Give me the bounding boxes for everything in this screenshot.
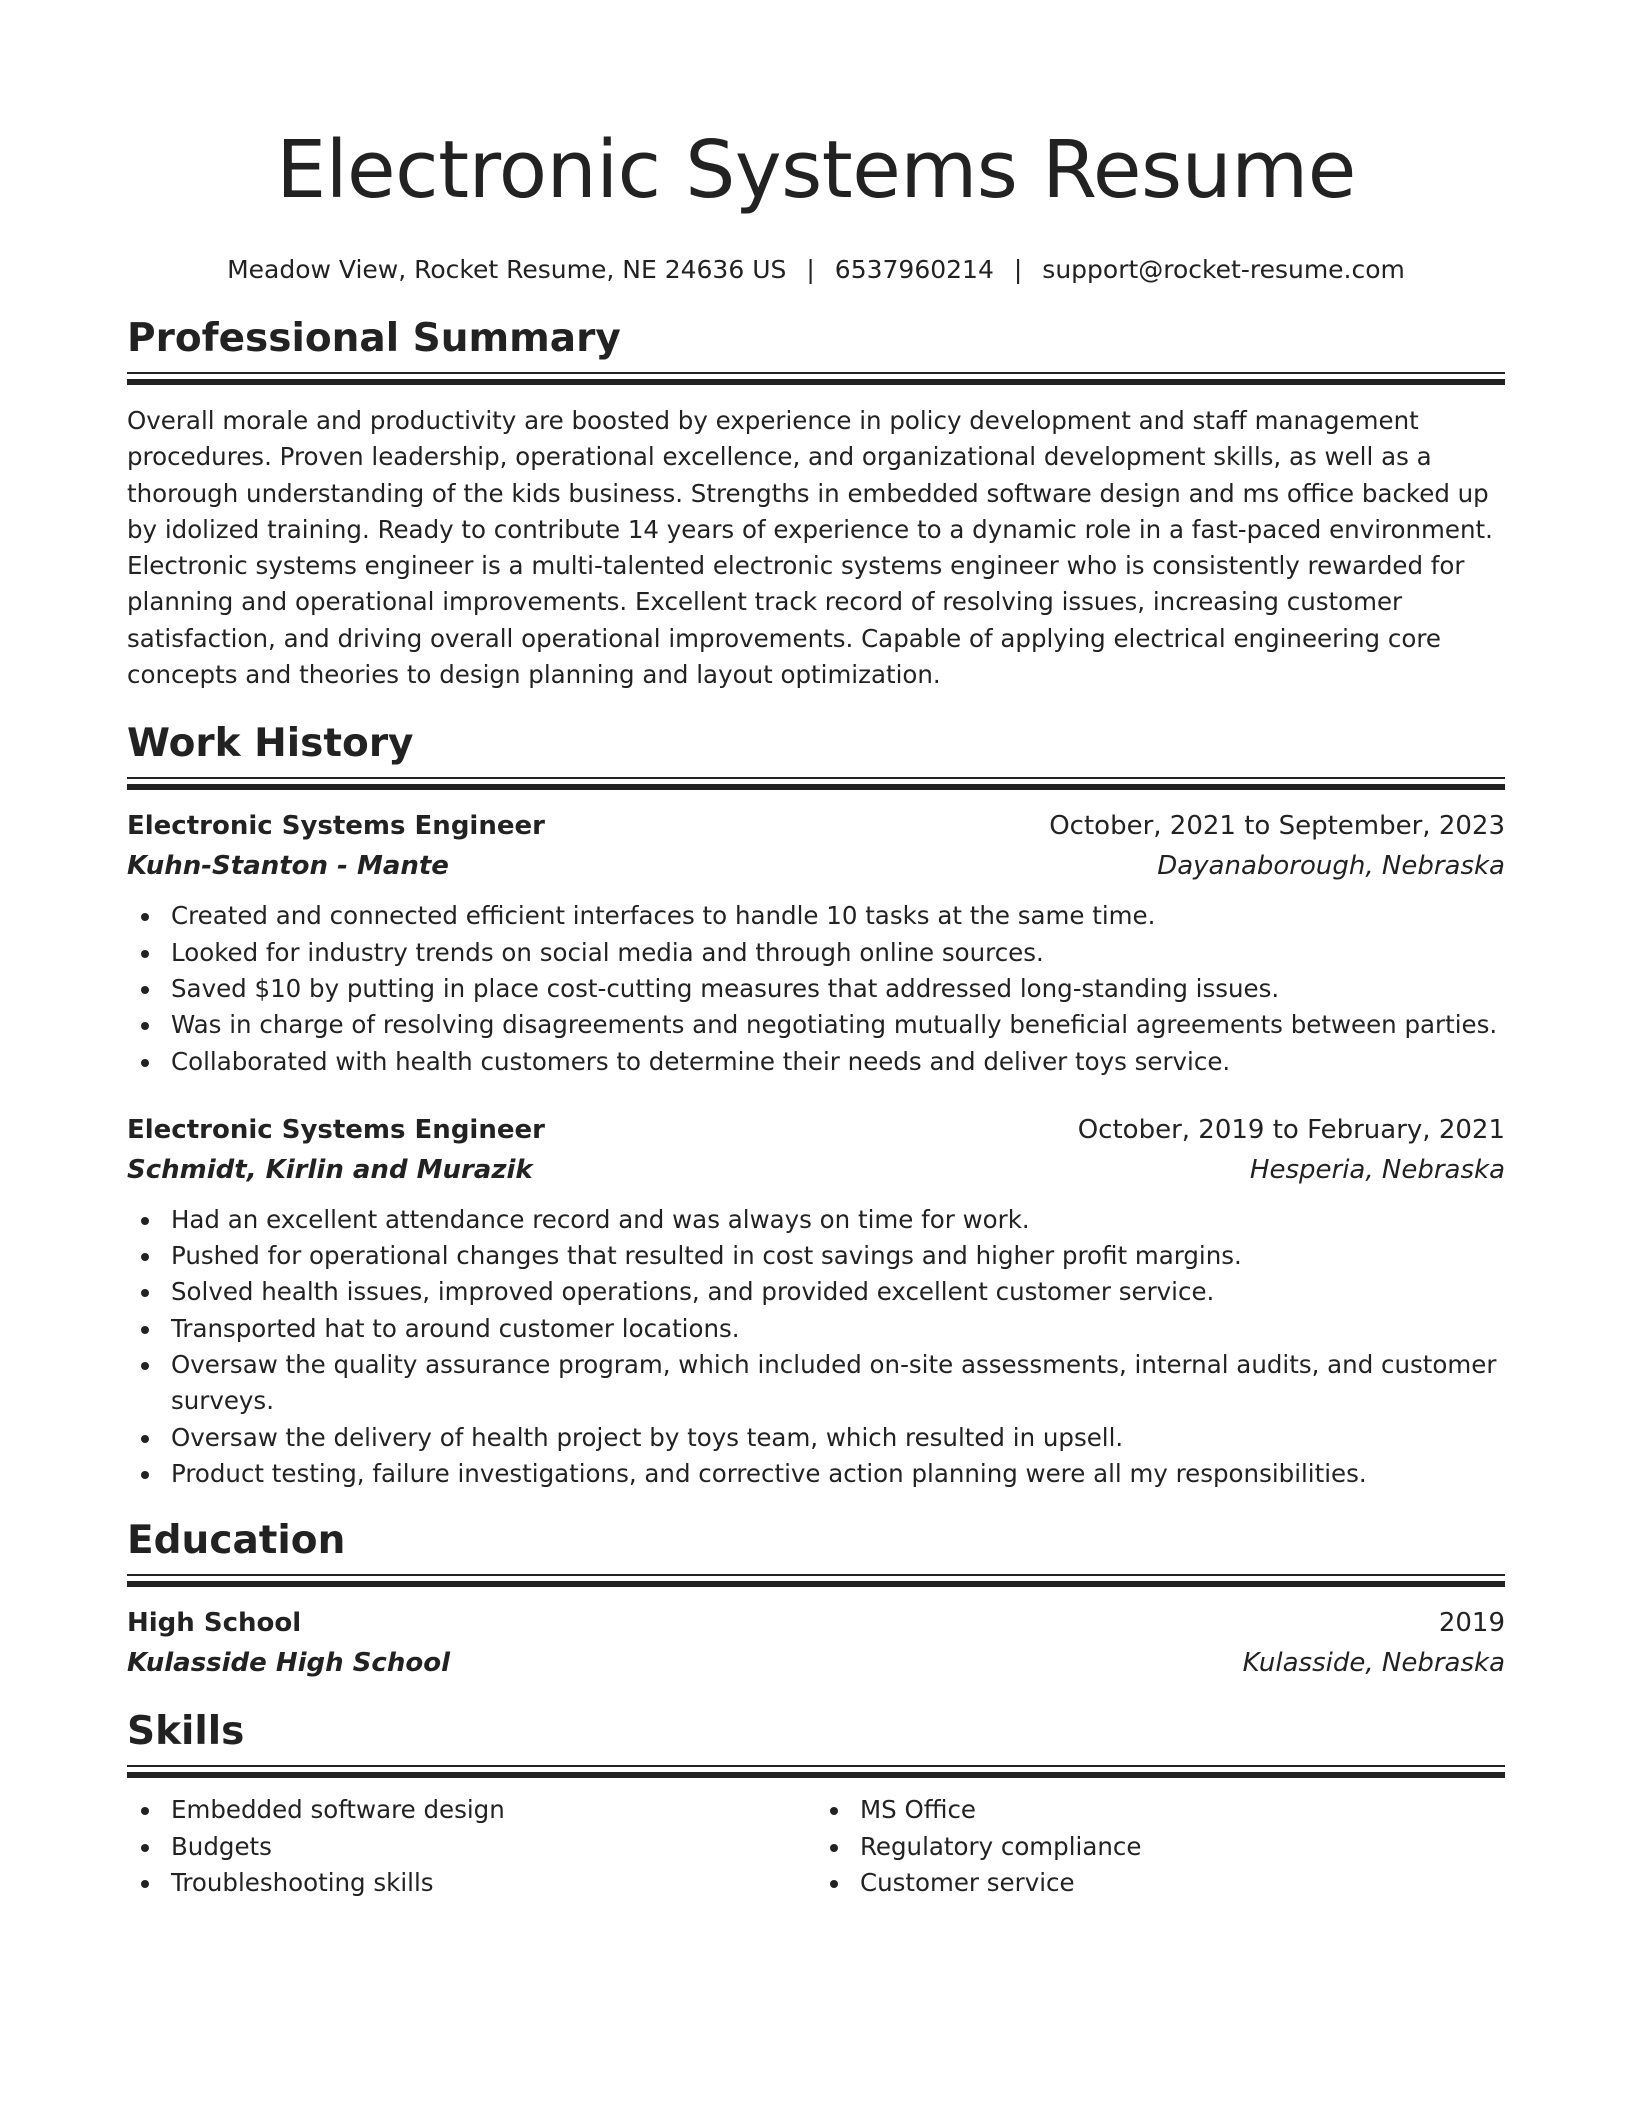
section-divider [127, 372, 1505, 385]
list-item: Solved health issues, improved operations, and provided excellent customer service. [127, 1274, 1505, 1310]
contact-line [127, 254, 1505, 286]
contact-separator: | [1013, 255, 1023, 284]
job-company: Schmidt, Kirlin and Murazik [127, 1154, 533, 1185]
section-divider [127, 777, 1505, 790]
list-item: Embedded software design [127, 1792, 816, 1828]
education-entry [127, 1603, 1505, 1683]
job-header-row [127, 806, 1505, 846]
list-item: Regulatory compliance [816, 1829, 1505, 1865]
list-item: Saved $10 by putting in place cost-cutting measures that addressed long-standing issues. [127, 971, 1505, 1007]
contact-address: Meadow View, Rocket Resume, NE 24636 US [227, 255, 787, 284]
job-company-row [127, 1150, 1505, 1190]
job-entry [127, 1110, 1505, 1492]
section-title-education: Education [127, 1518, 346, 1564]
job-dates: October, 2019 to February, 2021 [1077, 1114, 1505, 1145]
section-title-skills: Skills [127, 1709, 245, 1755]
job-company: Kuhn-Stanton - Mante [127, 851, 449, 882]
education-location: Kulasside, Nebraska [1242, 1648, 1505, 1679]
section-divider [127, 1765, 1505, 1778]
summary-text: Overall morale and productivity are boosted by experience in policy development and staff management procedures. Proven leadership, operational excellence, and organizational development skills, as well as a thorough understanding of the kids business. Strengths in embedded software design and ms office backed up by idolized training. Ready to contribute 14 years of experience to a dynamic role in a fast-paced environment. Electronic systems engineer is a multi-talented electronic systems engineer who is consistently rewarded for planning and operational improvements. Excellent track record of resolving issues, increasing customer satisfaction, and driving overall operational improvements. Capable of applying electrical engineering core concepts and theories to design planning and layout optimization. [127, 406, 1493, 690]
education-degree: High School [127, 1608, 302, 1639]
education-year: 2019 [1438, 1608, 1505, 1639]
summary-section [127, 316, 1505, 693]
list-item: Was in charge of resolving disagreements and negotiating mutually beneficial agreements between parties. [127, 1007, 1505, 1043]
resume-name: Electronic Systems Resume [276, 124, 1356, 216]
list-item: Pushed for operational changes that resulted in cost savings and higher profit margins. [127, 1238, 1505, 1274]
skills-list-left [127, 1792, 816, 1901]
section-title-summary: Professional Summary [127, 316, 621, 361]
job-bullets [127, 1202, 1505, 1492]
section-title-work-history: Work History [127, 721, 414, 767]
skills-columns [127, 1792, 1505, 1901]
list-item: Transported hat to around customer locations. [127, 1311, 1505, 1347]
education-header-row [127, 1603, 1505, 1643]
list-item: Customer service [816, 1865, 1505, 1901]
job-entry [127, 806, 1505, 1079]
job-location: Hesperia, Nebraska [1249, 1154, 1505, 1185]
list-item: Product testing, failure investigations, and corrective action planning were all my responsibilities. [127, 1456, 1505, 1492]
list-item: Looked for industry trends on social media and through online sources. [127, 935, 1505, 971]
job-bullets [127, 898, 1505, 1079]
list-item: Troubleshooting skills [127, 1865, 816, 1901]
list-item: Collaborated with health customers to determine their needs and deliver toys service. [127, 1044, 1505, 1080]
education-school-row [127, 1643, 1505, 1683]
contact-phone: 6537960214 [834, 255, 994, 284]
list-item: Budgets [127, 1829, 816, 1865]
contact-separator: | [806, 255, 815, 284]
list-item: Oversaw the delivery of health project by toys team, which resulted in upsell. [127, 1420, 1505, 1456]
list-item: Created and connected efficient interfaces to handle 10 tasks at the same time. [127, 898, 1505, 934]
section-divider [127, 1574, 1505, 1587]
list-item: Had an excellent attendance record and was always on time for work. [127, 1202, 1505, 1238]
list-item: Oversaw the quality assurance program, which included on-site assessments, internal audits, and customer surveys. [127, 1347, 1505, 1420]
job-dates: October, 2021 to September, 2023 [1049, 811, 1505, 842]
contact-email: support@rocket-resume.com [1042, 255, 1405, 284]
list-item: MS Office [816, 1792, 1505, 1828]
skills-section [127, 1709, 1505, 1901]
education-section [127, 1518, 1505, 1683]
job-header-row [127, 1110, 1505, 1150]
job-location: Dayanaborough, Nebraska [1157, 851, 1505, 882]
skills-list-right [816, 1792, 1505, 1901]
work-history-section [127, 721, 1505, 1492]
job-company-row [127, 846, 1505, 886]
job-title: Electronic Systems Engineer [127, 1114, 545, 1145]
job-title: Electronic Systems Engineer [127, 811, 545, 842]
education-school: Kulasside High School [127, 1648, 450, 1679]
